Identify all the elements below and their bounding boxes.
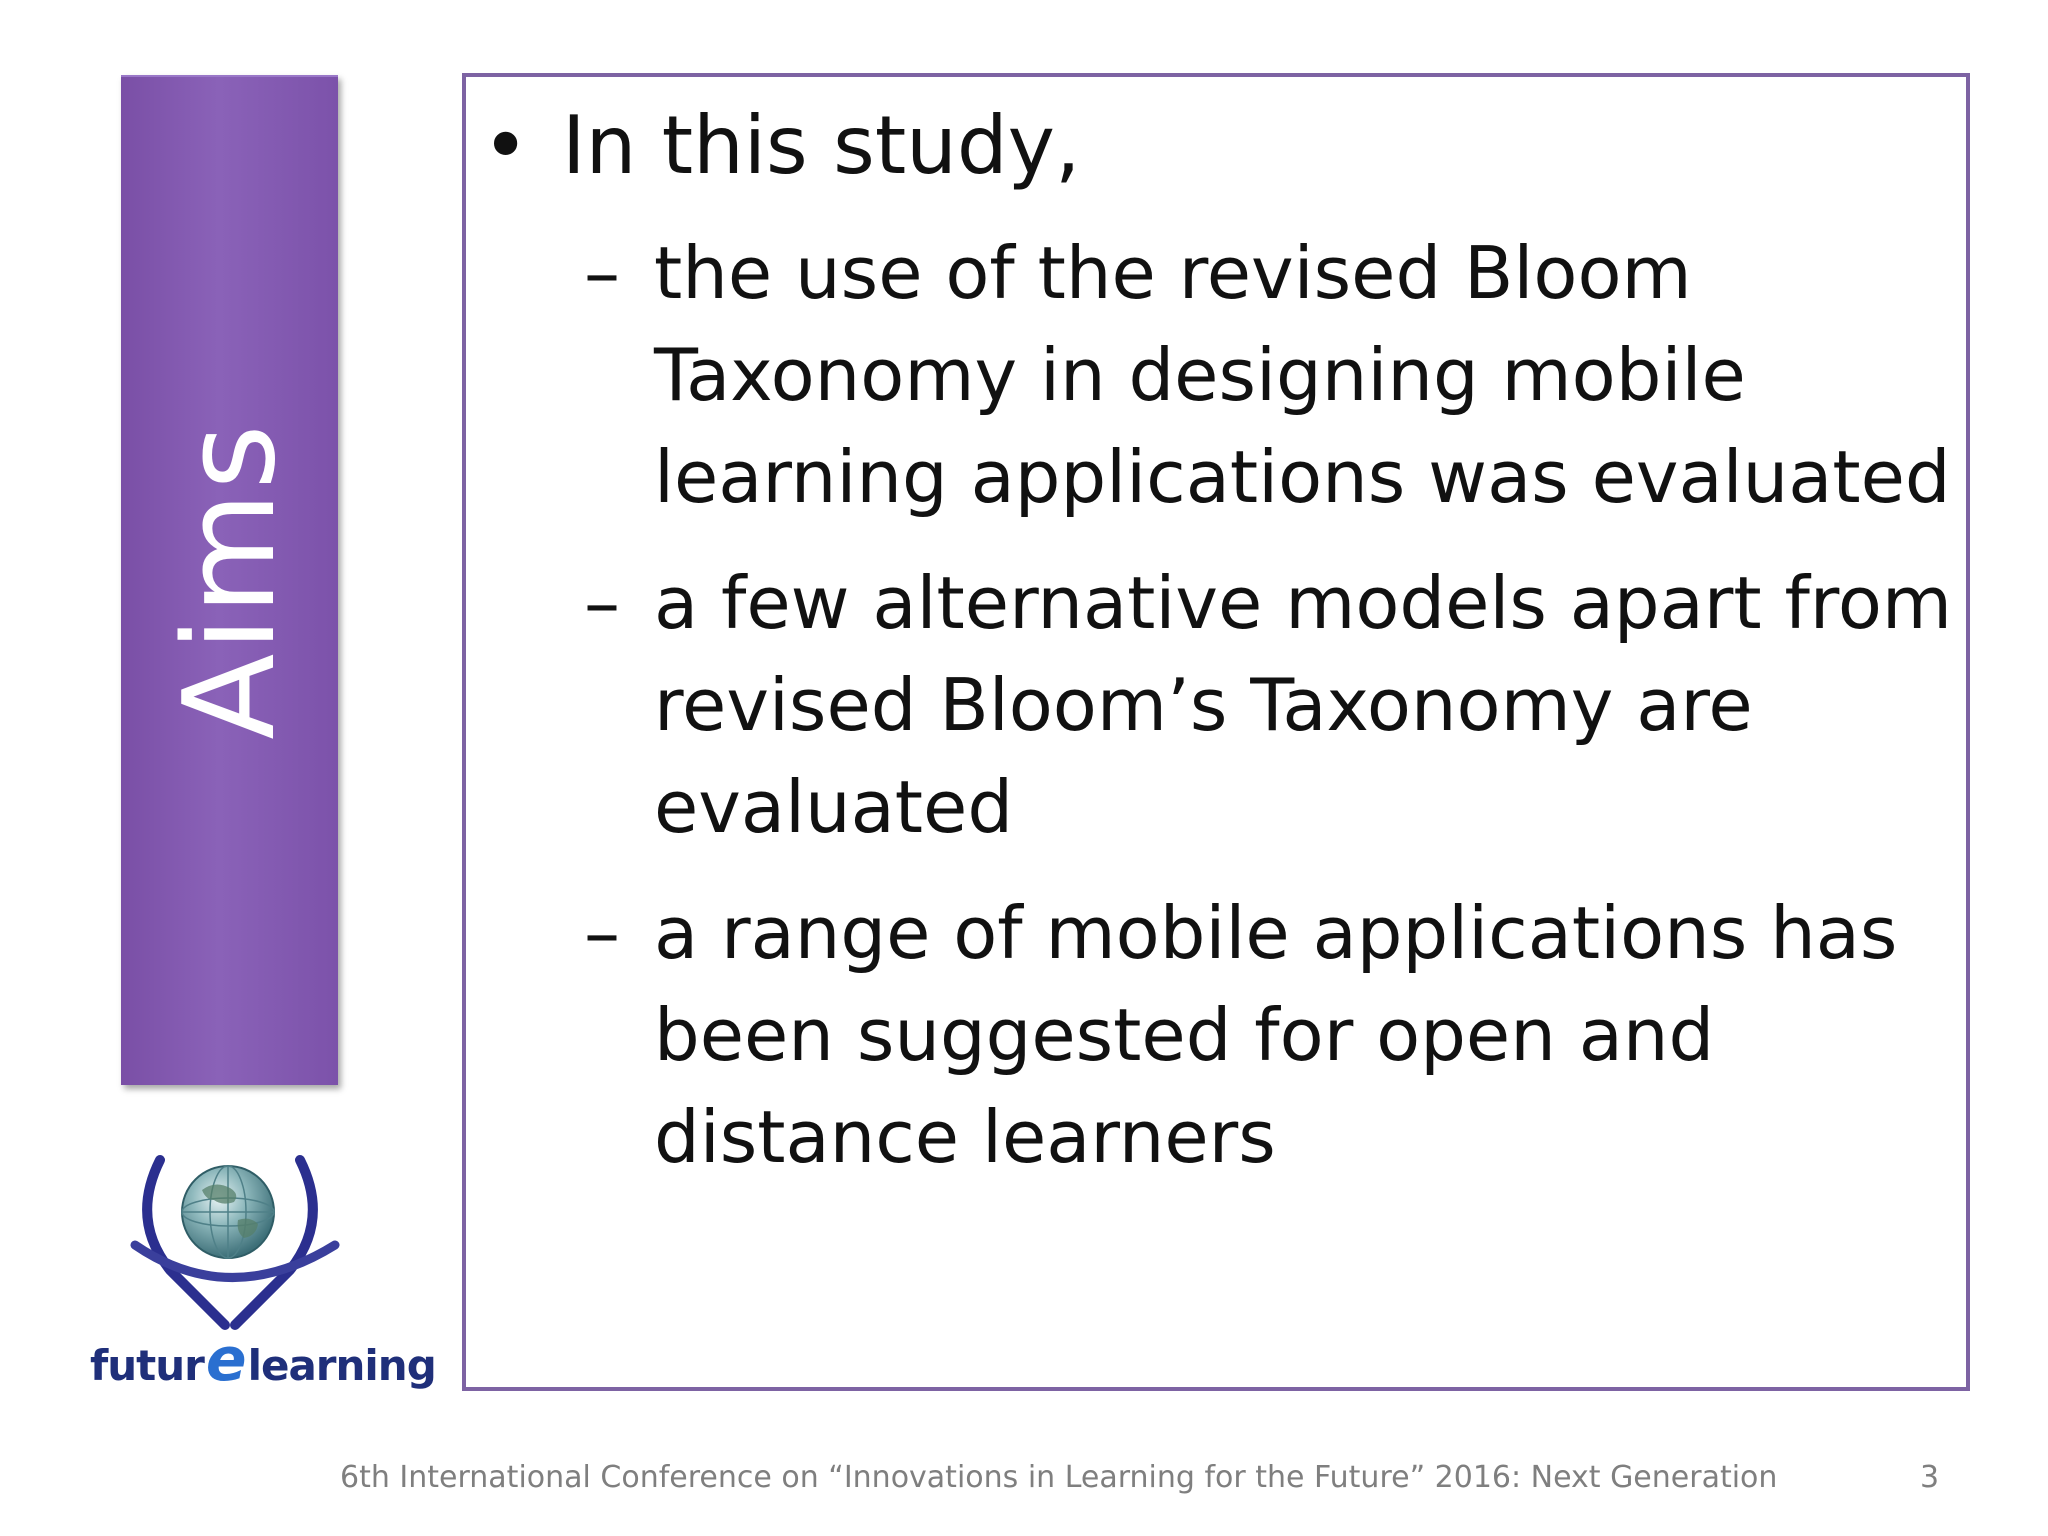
sub-bullet-text: the use of the revised Bloom Taxonomy in designing mobile learning applications was evaluated [654, 231, 1951, 519]
futurelearning-logo [90, 1150, 436, 1395]
dash-icon: – [584, 891, 620, 975]
section-sidebar [121, 75, 338, 1085]
main-bullet-text: In this study, [562, 99, 1081, 192]
section-title: Aims [155, 422, 303, 740]
bullet-dot-icon: • [482, 99, 530, 192]
main-bullet [482, 98, 1080, 194]
footer-conference-text: 6th International Conference on “Innovations in Learning for the Future” 2016: Next Generation [340, 1460, 1778, 1495]
logo-wordmark: futurelearning [90, 1325, 436, 1395]
sub-bullet-text: a few alternative models apart from revised Bloom’s Taxonomy are evaluated [654, 561, 1953, 849]
sub-bullet-text: a range of mobile applications has been suggested for open and distance learners [654, 891, 1898, 1179]
dash-icon: – [584, 561, 620, 645]
globe-icon [90, 1150, 420, 1330]
page-number: 3 [1920, 1460, 1940, 1495]
dash-icon: – [584, 231, 620, 315]
